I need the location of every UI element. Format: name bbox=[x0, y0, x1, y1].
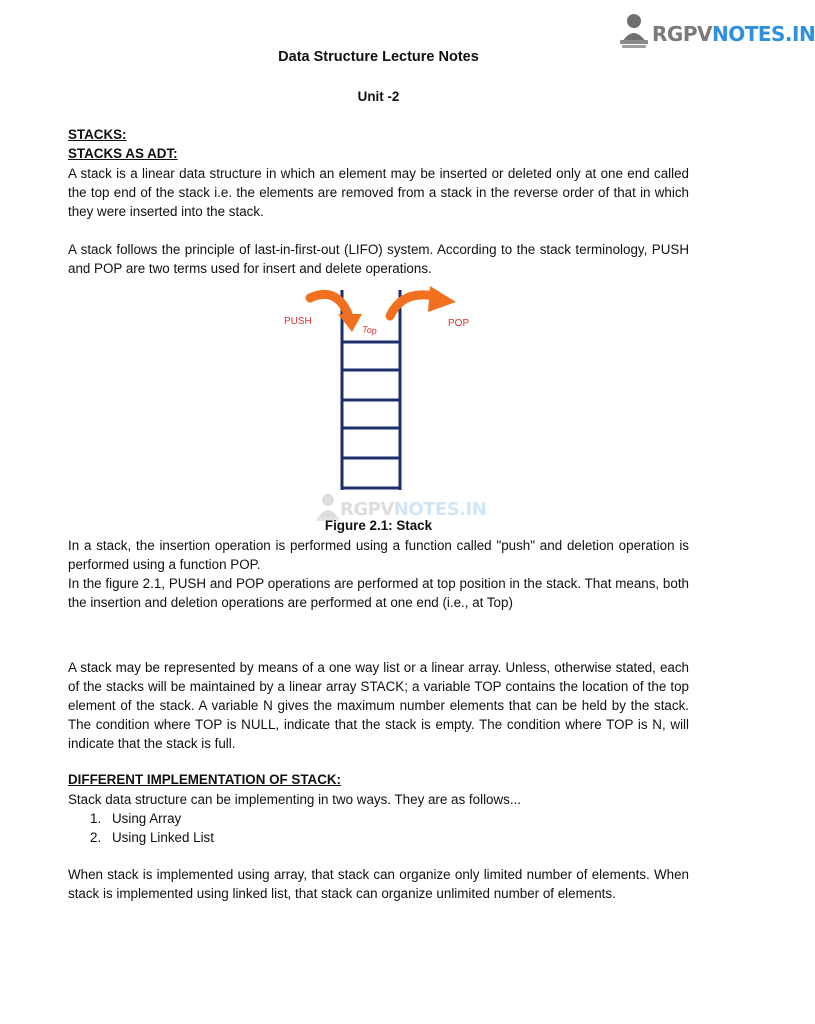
reader-icon bbox=[618, 12, 652, 52]
document-title: Data Structure Lecture Notes bbox=[278, 49, 479, 65]
logo-text bbox=[652, 22, 815, 46]
logo-text-prefix: RGPV bbox=[652, 22, 712, 46]
heading-implementation: DIFFERENT IMPLEMENTATION OF STACK: bbox=[68, 772, 341, 787]
watermark-text-prefix: RGPV bbox=[340, 499, 394, 520]
top-label: Top bbox=[361, 324, 378, 337]
paragraph-top-operations: In the figure 2.1, PUSH and POP operations are performed at top position in the stack. That means, both the insertion and deletion operations are performed at one end (i.e., at Top) bbox=[68, 576, 689, 610]
paragraph-array-vs-linked: When stack is implemented using array, that stack can organize only limited number of elements. When stack is implemented using linked list, that stack can organize unlimited number of elements. bbox=[68, 867, 689, 901]
paragraph-representation: A stack may be represented by means of a one way list or a linear array. Unless, otherwise stated, each of the stacks will be maintained by a linear array STACK; a variable TOP contains the location of the top element of the stack. A variable N gives the maximum number elements that can be held by the stack. The condition where TOP is NULL, indicate that the stack is empty. The condition where TOP is N, will indicate that the stack is full. bbox=[68, 660, 689, 751]
heading-stacks-adt: STACKS AS ADT: bbox=[68, 146, 178, 161]
list-item-number: 2. bbox=[90, 830, 102, 845]
push-label: PUSH bbox=[284, 316, 312, 327]
logo-text-accent: NOTES.IN bbox=[711, 22, 815, 46]
paragraph-push-pop-functions: In a stack, the insertion operation is performed using a function called "push" and deletion operation is performed using a function POP. bbox=[68, 538, 689, 572]
pop-label: POP bbox=[448, 318, 470, 329]
unit-label: Unit -2 bbox=[357, 89, 400, 104]
watermark-text bbox=[340, 499, 486, 520]
watermark-text-accent: NOTES.IN bbox=[393, 499, 487, 520]
list-item-text: Using Linked List bbox=[112, 830, 214, 845]
list-item bbox=[90, 828, 214, 847]
paragraph-stack-definition: A stack is a linear data structure in which an element may be inserted or deleted only at one end called the top end of the stack i.e. the elements are removed from a stack in the reverse order of that in which they were inserted into the stack. bbox=[68, 166, 689, 219]
paragraph-implementation-intro: Stack data structure can be implementing in two ways. They are as follows... bbox=[68, 792, 522, 807]
paragraph-lifo: A stack follows the principle of last-in-first-out (LIFO) system. According to the stack terminology, PUSH and POP are two terms used for insert and delete operations. bbox=[68, 242, 689, 276]
figure-caption: Figure 2.1: Stack bbox=[324, 518, 433, 533]
list-item-number: 1. bbox=[90, 811, 102, 826]
heading-stacks: STACKS: bbox=[68, 127, 127, 142]
implementation-list bbox=[90, 809, 214, 847]
list-item bbox=[90, 809, 214, 828]
list-item-text: Using Array bbox=[112, 811, 182, 826]
